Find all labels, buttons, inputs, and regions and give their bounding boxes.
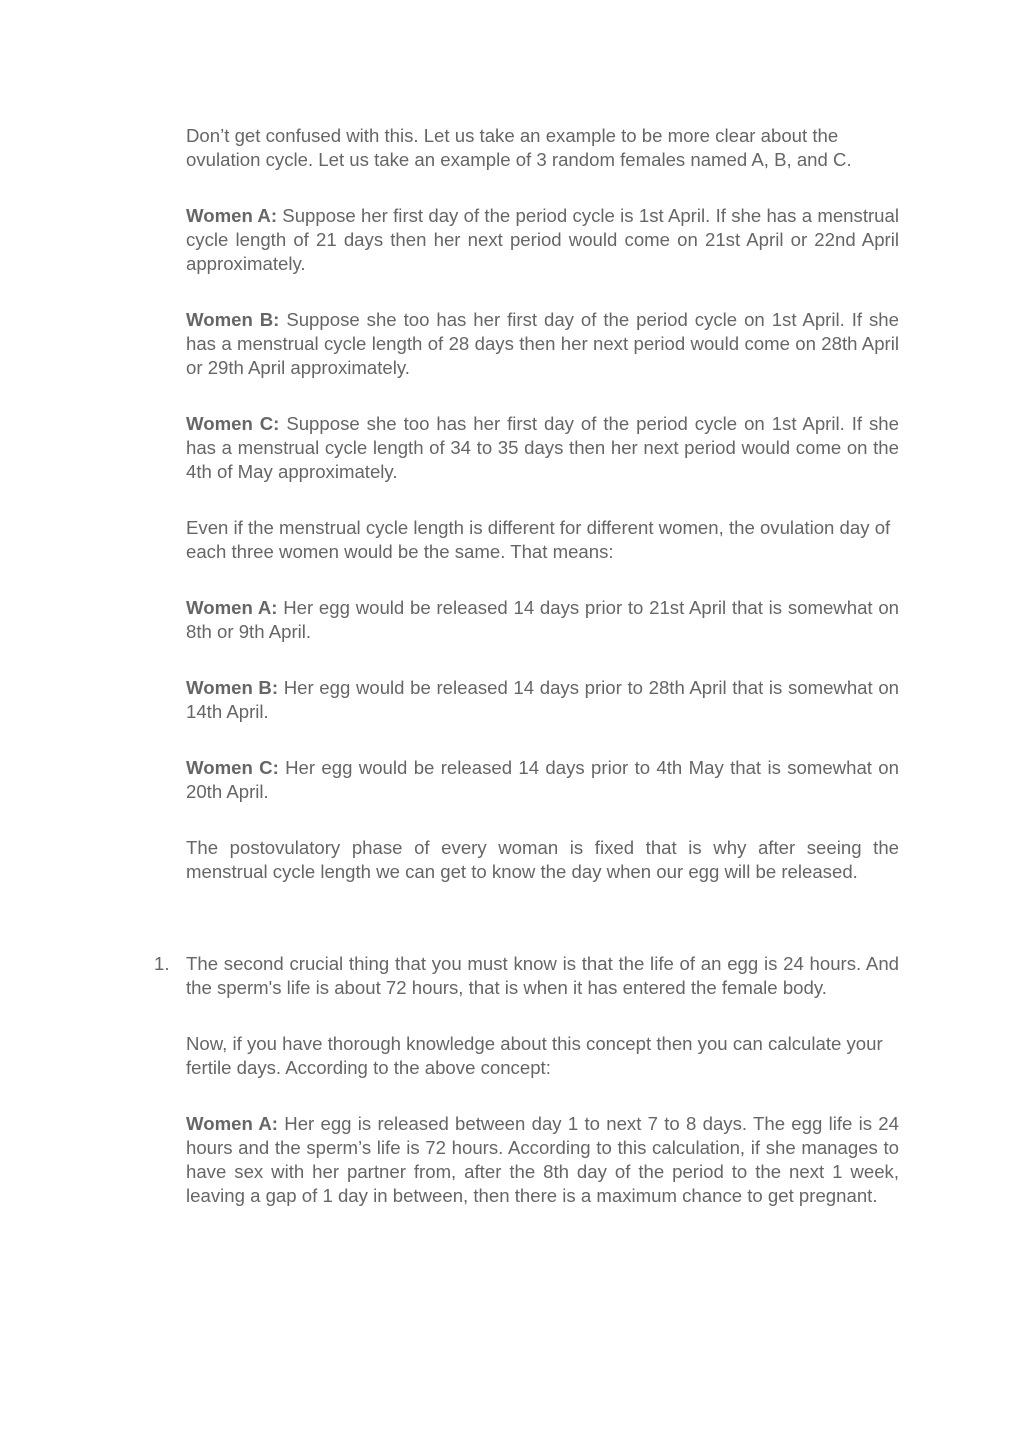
- ovulation-intro-paragraph: Even if the menstrual cycle length is different for different women, the ovulation day of each three women would be the same. That means:: [186, 517, 891, 562]
- cycle-text-women-c: Suppose she too has her first day of the period cycle on 1st April. If she has a menstrual cycle length of 34 to 35 days then her next period would come on the 4th of May approximately.: [186, 413, 899, 482]
- cycle-label-women-c: Women C:: [186, 413, 280, 434]
- ovulation-paragraph-women-c: [186, 756, 899, 804]
- ovulation-label-women-c: Women C:: [186, 757, 279, 778]
- intro-paragraph: Don’t get confused with this. Let us take an example to be more clear about the ovulation cycle. Let us take an example of 3 random females named A, B, and C.: [186, 125, 852, 170]
- list-item-text: The second crucial thing that you must know is that the life of an egg is 24 hours. And the sperm's life is about 72 hours, that is when it has entered the female body.: [186, 953, 899, 998]
- cycle-paragraph-women-c: [186, 412, 899, 484]
- cycle-paragraph-women-b: [186, 308, 899, 380]
- fertile-intro-paragraph: Now, if you have thorough knowledge about this concept then you can calculate your fertile days. According to the above concept:: [186, 1033, 883, 1078]
- cycle-text-women-a: Suppose her first day of the period cycle is 1st April. If she has a menstrual cycle length of 21 days then her next period would come on 21st April or 22nd April approximately.: [186, 205, 899, 274]
- ovulation-label-women-b: Women B:: [186, 677, 279, 698]
- fertile-paragraph-women-a: [186, 1112, 899, 1208]
- document-body: [154, 124, 900, 1208]
- ovulation-text-women-b: Her egg would be released 14 days prior to 28th April that is somewhat on 14th April.: [186, 677, 899, 722]
- cycle-paragraph-women-a: [186, 204, 899, 276]
- fertile-label-women-a: Women A:: [186, 1113, 278, 1134]
- ovulation-label-women-a: Women A:: [186, 597, 278, 618]
- cycle-text-women-b: Suppose she too has her first day of the period cycle on 1st April. If she has a menstrual cycle length of 28 days then her next period would come on 28th April or 29th April approximately.: [186, 309, 899, 378]
- ovulation-text-women-c: Her egg would be released 14 days prior to 4th May that is somewhat on 20th April.: [186, 757, 899, 802]
- numbered-list-item: [154, 952, 899, 1000]
- fertile-text-women-a: Her egg is released between day 1 to next 7 to 8 days. The egg life is 24 hours and the sperm’s life is 72 hours. According to this calculation, if she manages to have sex with her partner from, after the 8th day of the period to the next 1 week, leaving a gap of 1 day in between, then there is a maximum chance to get pregnant.: [186, 1113, 899, 1206]
- postovulatory-paragraph: The postovulatory phase of every woman is fixed that is why after seeing the menstrual cycle length we can get to know the day when our egg will be released.: [186, 837, 899, 882]
- cycle-label-women-b: Women B:: [186, 309, 280, 330]
- cycle-label-women-a: Women A:: [186, 205, 278, 226]
- ovulation-text-women-a: Her egg would be released 14 days prior to 21st April that is somewhat on 8th or 9th April.: [186, 597, 900, 642]
- list-number: 1.: [154, 953, 170, 974]
- ovulation-paragraph-women-b: [186, 676, 899, 724]
- ovulation-paragraph-women-a: [186, 596, 899, 644]
